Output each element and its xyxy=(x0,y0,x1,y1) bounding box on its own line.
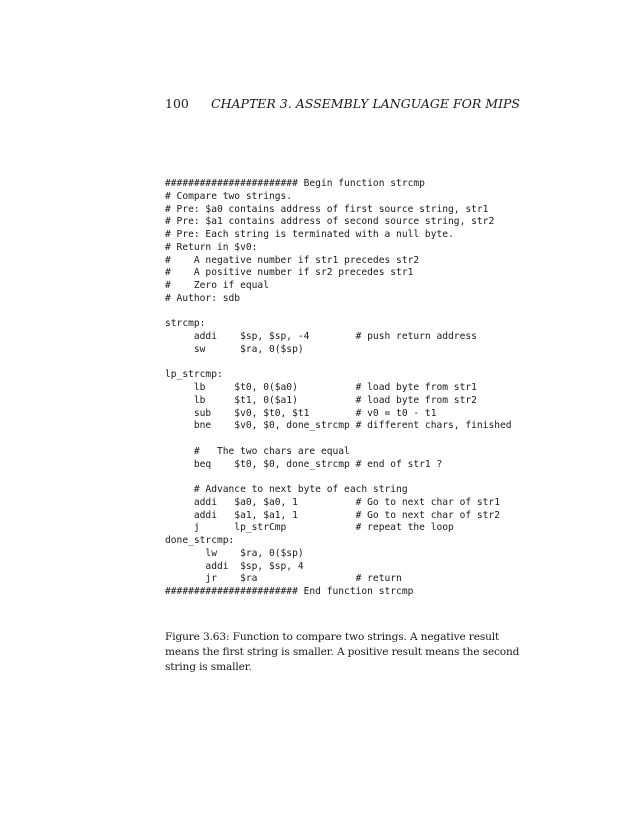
code-line: sw $ra, 0($sp) xyxy=(165,343,304,355)
code-line: j lp_strCmp # repeat the loop xyxy=(165,522,454,534)
code-line: strcmp: xyxy=(165,318,206,330)
code-line: bne $v0, $0, done_strcmp # different chars, finished xyxy=(165,420,512,432)
code-line: ####################### Begin function strcmp xyxy=(165,178,425,189)
code-line: # Pre: $a0 contains address of first source string, str1 xyxy=(165,203,489,215)
code-line: # Pre: $a1 contains address of second source string, str2 xyxy=(165,216,495,228)
code-line: # The two chars are equal xyxy=(165,445,350,457)
code-line: # Compare two strings. xyxy=(165,190,293,202)
code-line: lb $t1, 0($a1) # load byte from str2 xyxy=(165,394,477,406)
code-line: addi $sp, $sp, -4 # push return address xyxy=(165,331,477,342)
code-line: # Zero if equal xyxy=(165,280,269,291)
code-line: # Advance to next byte of each string xyxy=(165,484,408,495)
code-line xyxy=(165,471,512,484)
code-line: lw $ra, 0($sp) xyxy=(165,547,304,559)
page-header xyxy=(165,96,520,112)
page-number: 100 xyxy=(165,96,189,111)
code-listing xyxy=(165,178,512,599)
code-line: # Return in $v0: xyxy=(165,241,258,253)
code-line: jr $ra # return xyxy=(165,573,402,585)
code-line xyxy=(165,306,512,319)
code-line: addi $a0, $a0, 1 # Go to next char of str1 xyxy=(165,496,501,508)
code-line: # A positive number if sr2 precedes str1 xyxy=(165,267,414,279)
code-line: beq $t0, $0, done_strcmp # end of str1 ? xyxy=(165,458,443,470)
code-line: # Author: sdb xyxy=(165,292,241,304)
figure-caption: Figure 3.63: Function to compare two strings. A negative result means the first string is smaller. A positive result means the second string is smaller. xyxy=(165,630,520,673)
code-line xyxy=(165,433,512,446)
code-line xyxy=(165,357,512,370)
code-line: ####################### End function strcmp xyxy=(165,586,414,597)
code-line: addi $sp, $sp, 4 xyxy=(165,560,304,572)
code-line: lp_strcmp: xyxy=(165,369,223,381)
code-line: # Pre: Each string is terminated with a null byte. xyxy=(165,229,454,240)
code-line: sub $v0, $t0, $t1 # v0 = t0 - t1 xyxy=(165,407,437,419)
code-line: addi $a1, $a1, 1 # Go to next char of str2 xyxy=(165,509,501,521)
running-head: CHAPTER 3. ASSEMBLY LANGUAGE FOR MIPS xyxy=(211,96,520,111)
code-line: lb $t0, 0($a0) # load byte from str1 xyxy=(165,382,477,393)
code-line: # A negative number if str1 precedes str2 xyxy=(165,254,420,266)
code-line: done_strcmp: xyxy=(165,535,235,546)
